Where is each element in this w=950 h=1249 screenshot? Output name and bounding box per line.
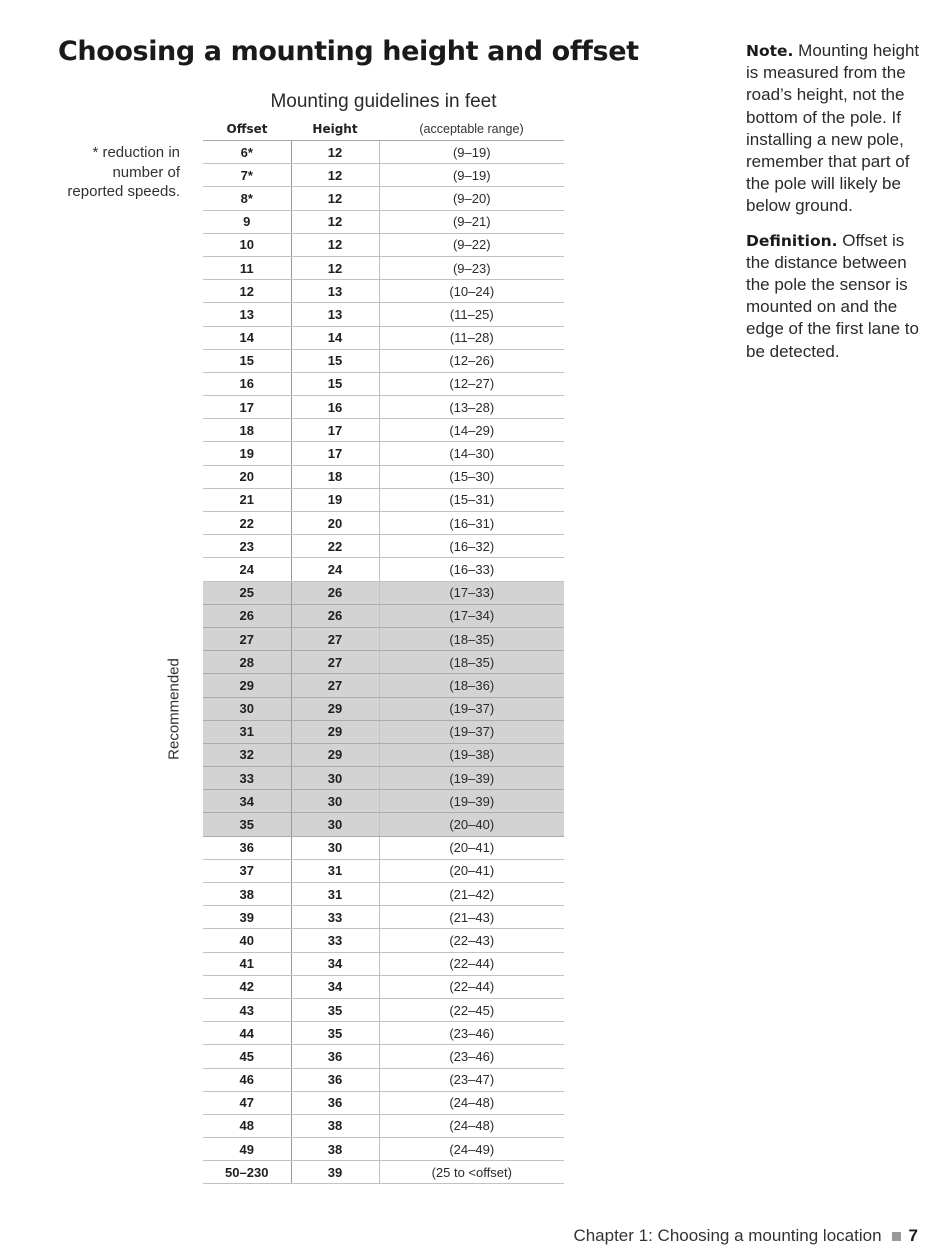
range-cell: (19–39): [379, 767, 564, 790]
table-row: [203, 581, 564, 604]
offset-cell: 11: [203, 256, 291, 279]
range-cell: (9–19): [379, 164, 564, 187]
height-cell: 24: [291, 558, 379, 581]
range-cell: (18–36): [379, 674, 564, 697]
height-cell: 33: [291, 929, 379, 952]
height-cell: 30: [291, 836, 379, 859]
table-row: [203, 767, 564, 790]
range-cell: (22–43): [379, 929, 564, 952]
offset-cell: 43: [203, 998, 291, 1021]
range-cell: (17–34): [379, 604, 564, 627]
offset-cell: 7*: [203, 164, 291, 187]
height-cell: 12: [291, 187, 379, 210]
offset-cell: 10: [203, 233, 291, 256]
range-cell: (9–21): [379, 210, 564, 233]
table-header-row: [203, 118, 564, 141]
height-cell: 12: [291, 233, 379, 256]
table-row: [203, 720, 564, 743]
range-cell: (19–38): [379, 743, 564, 766]
range-cell: (16–32): [379, 535, 564, 558]
height-cell: 29: [291, 720, 379, 743]
offset-cell: 39: [203, 906, 291, 929]
table-row: [203, 1022, 564, 1045]
note-text: Mounting height is measured from the road’s height, not the bottom of the pole. If installing a new pole, remember that part of the pole will likely be below ground.: [746, 41, 920, 216]
offset-cell: 33: [203, 767, 291, 790]
definition-lead: Definition.: [746, 231, 838, 250]
height-cell: 31: [291, 859, 379, 882]
range-cell: (9–20): [379, 187, 564, 210]
offset-cell: 48: [203, 1114, 291, 1137]
table-row: [203, 859, 564, 882]
table-row: [203, 558, 564, 581]
table-row: [203, 210, 564, 233]
table-row: [203, 1091, 564, 1114]
table-row: [203, 442, 564, 465]
definition-text: Offset is the distance between the pole the sensor is mounted on and the edge of the first lane to be detected.: [746, 230, 919, 361]
height-cell: 38: [291, 1138, 379, 1161]
offset-cell: 6*: [203, 141, 291, 164]
range-cell: (16–33): [379, 558, 564, 581]
range-cell: (19–37): [379, 720, 564, 743]
height-cell: 13: [291, 280, 379, 303]
offset-cell: 50–230: [203, 1161, 291, 1184]
table-row: [203, 419, 564, 442]
height-cell: 15: [291, 372, 379, 395]
height-cell: 17: [291, 419, 379, 442]
range-cell: (24–48): [379, 1091, 564, 1114]
table-row: [203, 512, 564, 535]
range-cell: (22–44): [379, 975, 564, 998]
height-cell: 13: [291, 303, 379, 326]
offset-cell: 24: [203, 558, 291, 581]
height-cell: 36: [291, 1091, 379, 1114]
range-cell: (24–48): [379, 1114, 564, 1137]
table-row: [203, 303, 564, 326]
height-cell: 14: [291, 326, 379, 349]
table-row: [203, 906, 564, 929]
height-cell: 36: [291, 1045, 379, 1068]
height-cell: 29: [291, 743, 379, 766]
height-cell: 35: [291, 1022, 379, 1045]
table-row: [203, 1068, 564, 1091]
square-separator-icon: [892, 1232, 901, 1241]
offset-cell: 19: [203, 442, 291, 465]
table-row: [203, 141, 564, 164]
height-cell: 30: [291, 813, 379, 836]
table-row: [203, 952, 564, 975]
height-cell: 12: [291, 256, 379, 279]
offset-cell: 12: [203, 280, 291, 303]
table-row: [203, 813, 564, 836]
height-cell: 18: [291, 465, 379, 488]
table-row: [203, 233, 564, 256]
offset-cell: 16: [203, 372, 291, 395]
column-header-height: Height: [291, 118, 379, 141]
offset-cell: 14: [203, 326, 291, 349]
range-cell: (9–22): [379, 233, 564, 256]
range-cell: (22–44): [379, 952, 564, 975]
table-row: [203, 1138, 564, 1161]
offset-cell: 9: [203, 210, 291, 233]
offset-cell: 26: [203, 604, 291, 627]
offset-cell: 41: [203, 952, 291, 975]
asterisk-footnote: * reduction in number of reported speeds.: [67, 144, 180, 200]
range-cell: (11–25): [379, 303, 564, 326]
range-cell: (9–23): [379, 256, 564, 279]
table-row: [203, 1114, 564, 1137]
sidebar-notes: [746, 40, 926, 375]
offset-cell: 20: [203, 465, 291, 488]
range-cell: (14–29): [379, 419, 564, 442]
range-cell: (19–37): [379, 697, 564, 720]
table-row: [203, 651, 564, 674]
height-cell: 17: [291, 442, 379, 465]
offset-cell: 15: [203, 349, 291, 372]
offset-cell: 21: [203, 488, 291, 511]
height-cell: 12: [291, 164, 379, 187]
range-cell: (15–30): [379, 465, 564, 488]
range-cell: (16–31): [379, 512, 564, 535]
table-row: [203, 280, 564, 303]
offset-cell: 44: [203, 1022, 291, 1045]
definition-paragraph: [746, 230, 926, 363]
range-cell: (20–40): [379, 813, 564, 836]
height-cell: 36: [291, 1068, 379, 1091]
range-cell: (25 to <offset): [379, 1161, 564, 1184]
height-cell: 38: [291, 1114, 379, 1137]
table-row: [203, 465, 564, 488]
height-cell: 30: [291, 790, 379, 813]
range-cell: (21–43): [379, 906, 564, 929]
offset-cell: 45: [203, 1045, 291, 1068]
table-row: [203, 1045, 564, 1068]
offset-cell: 35: [203, 813, 291, 836]
note-lead: Note.: [746, 42, 794, 60]
table-row: [203, 743, 564, 766]
table-row: [203, 326, 564, 349]
offset-cell: 47: [203, 1091, 291, 1114]
range-cell: (24–49): [379, 1138, 564, 1161]
table-row: [203, 836, 564, 859]
table-row: [203, 164, 564, 187]
range-cell: (12–26): [379, 349, 564, 372]
note-paragraph: [746, 40, 926, 218]
table-row: [203, 790, 564, 813]
column-header-range: (acceptable range): [379, 118, 564, 141]
column-header-offset: Offset: [203, 118, 291, 141]
table-row: [203, 488, 564, 511]
height-cell: 34: [291, 975, 379, 998]
range-cell: (20–41): [379, 859, 564, 882]
page-number: 7: [908, 1226, 918, 1245]
height-cell: 35: [291, 998, 379, 1021]
offset-cell: 13: [203, 303, 291, 326]
height-cell: 16: [291, 396, 379, 419]
table-row: [203, 187, 564, 210]
range-cell: (18–35): [379, 651, 564, 674]
range-cell: (13–28): [379, 396, 564, 419]
range-cell: (19–39): [379, 790, 564, 813]
table-row: [203, 1161, 564, 1184]
height-cell: 39: [291, 1161, 379, 1184]
table-row: [203, 674, 564, 697]
offset-cell: 49: [203, 1138, 291, 1161]
offset-cell: 28: [203, 651, 291, 674]
table-row: [203, 256, 564, 279]
offset-cell: 31: [203, 720, 291, 743]
height-cell: 31: [291, 883, 379, 906]
height-cell: 20: [291, 512, 379, 535]
offset-cell: 18: [203, 419, 291, 442]
footer-chapter: Chapter 1: Choosing a mounting location: [573, 1226, 882, 1245]
height-cell: 34: [291, 952, 379, 975]
height-cell: 26: [291, 604, 379, 627]
range-cell: (14–30): [379, 442, 564, 465]
table-row: [203, 998, 564, 1021]
range-cell: (18–35): [379, 627, 564, 650]
table-row: [203, 372, 564, 395]
offset-cell: 17: [203, 396, 291, 419]
offset-cell: 46: [203, 1068, 291, 1091]
height-cell: 15: [291, 349, 379, 372]
table-row: [203, 975, 564, 998]
mounting-guidelines-table: [203, 118, 564, 1184]
range-cell: (15–31): [379, 488, 564, 511]
offset-cell: 40: [203, 929, 291, 952]
offset-cell: 22: [203, 512, 291, 535]
offset-cell: 37: [203, 859, 291, 882]
table-row: [203, 604, 564, 627]
range-cell: (11–28): [379, 326, 564, 349]
height-cell: 30: [291, 767, 379, 790]
offset-cell: 32: [203, 743, 291, 766]
offset-cell: 34: [203, 790, 291, 813]
offset-cell: 38: [203, 883, 291, 906]
height-cell: 12: [291, 210, 379, 233]
table-row: [203, 396, 564, 419]
table-caption: Mounting guidelines in feet: [270, 91, 497, 112]
offset-cell: 27: [203, 627, 291, 650]
range-cell: (17–33): [379, 581, 564, 604]
height-cell: 26: [291, 581, 379, 604]
height-cell: 27: [291, 627, 379, 650]
table-row: [203, 929, 564, 952]
offset-cell: 36: [203, 836, 291, 859]
height-cell: 29: [291, 697, 379, 720]
range-cell: (23–47): [379, 1068, 564, 1091]
table-row: [203, 627, 564, 650]
range-cell: (9–19): [379, 141, 564, 164]
offset-cell: 42: [203, 975, 291, 998]
range-cell: (23–46): [379, 1045, 564, 1068]
range-cell: (10–24): [379, 280, 564, 303]
offset-cell: 30: [203, 697, 291, 720]
height-cell: 27: [291, 651, 379, 674]
table-row: [203, 349, 564, 372]
table-row: [203, 697, 564, 720]
range-cell: (21–42): [379, 883, 564, 906]
height-cell: 27: [291, 674, 379, 697]
offset-cell: 25: [203, 581, 291, 604]
height-cell: 33: [291, 906, 379, 929]
offset-cell: 23: [203, 535, 291, 558]
offset-cell: 8*: [203, 187, 291, 210]
range-cell: (12–27): [379, 372, 564, 395]
range-cell: (23–46): [379, 1022, 564, 1045]
page-footer: [573, 1226, 918, 1246]
range-cell: (20–41): [379, 836, 564, 859]
height-cell: 19: [291, 488, 379, 511]
page-title: Choosing a mounting height and offset: [58, 36, 639, 67]
height-cell: 22: [291, 535, 379, 558]
offset-cell: 29: [203, 674, 291, 697]
table-row: [203, 883, 564, 906]
range-cell: (22–45): [379, 998, 564, 1021]
table-row: [203, 535, 564, 558]
height-cell: 12: [291, 141, 379, 164]
recommended-label: Recommended: [165, 658, 183, 760]
